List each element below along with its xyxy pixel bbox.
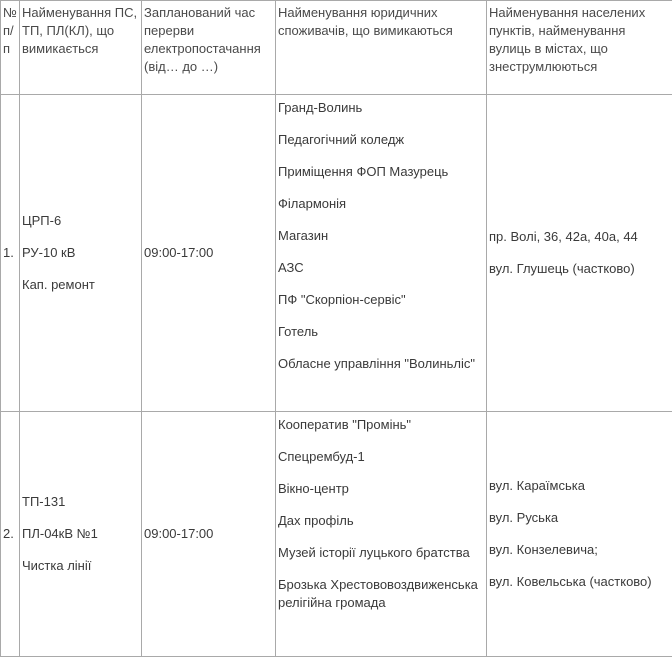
consumer-item: Приміщення ФОП Мазурець [278, 163, 484, 181]
row-consumers [276, 412, 487, 657]
table-header-row [1, 1, 672, 95]
consumer-list [278, 99, 484, 373]
address-line: вул. Караїмська [489, 477, 670, 495]
consumer-item: Гранд-Волинь [278, 99, 484, 117]
header-num: № п/п [1, 1, 20, 95]
address-line: вул. Ковельська (частково) [489, 573, 670, 591]
consumer-item: ПФ "Скорпіон-сервіс" [278, 291, 484, 309]
object-line: Кап. ремонт [22, 276, 139, 294]
object-line: ПЛ-04кВ №1 [22, 525, 139, 543]
object-line: ЦРП-6 [22, 212, 139, 230]
consumer-item: Музей історії луцького братства [278, 544, 484, 562]
row-object [20, 412, 142, 657]
address-line: пр. Волі, 36, 42а, 40а, 44 [489, 228, 670, 246]
object-line: ТП-131 [22, 493, 139, 511]
consumer-item: Готель [278, 323, 484, 341]
consumer-item: Кооператив "Промінь" [278, 416, 484, 434]
consumer-item: Дах профіль [278, 512, 484, 530]
consumer-item: Обласне управління "Волиньліс" [278, 355, 484, 373]
consumer-item: Спецрембуд-1 [278, 448, 484, 466]
consumer-item: Брозька Хрестововоздвиженська релігійна громада [278, 576, 484, 612]
consumer-item: Магазин [278, 227, 484, 245]
object-line: Чистка лінії [22, 557, 139, 575]
address-line: вул. Конзелевича; [489, 541, 670, 559]
row-consumers [276, 95, 487, 412]
header-consumers: Найменування юридичних споживачів, що вимикаються [276, 1, 487, 95]
address-line: вул. Глушець (частково) [489, 260, 670, 278]
consumer-item: Філармонія [278, 195, 484, 213]
consumer-list [278, 416, 484, 612]
row-num: 1. [1, 95, 20, 412]
header-time: Запланований час перерви електропостачання (від… до …) [142, 1, 276, 95]
row-object [20, 95, 142, 412]
row-addresses [487, 412, 672, 657]
header-addresses: Найменування населених пунктів, найменування вулиць в містах, що знеструмлюються [487, 1, 672, 95]
address-line: вул. Руська [489, 509, 670, 527]
consumer-item: Вікно-центр [278, 480, 484, 498]
row-num: 2. [1, 412, 20, 657]
object-line: РУ-10 кВ [22, 244, 139, 262]
table-row [1, 95, 672, 412]
row-time: 09:00-17:00 [142, 412, 276, 657]
row-time: 09:00-17:00 [142, 95, 276, 412]
consumer-item: Педагогічний коледж [278, 131, 484, 149]
row-addresses [487, 95, 672, 412]
header-object: Найменування ПС, ТП, ПЛ(КЛ), що вимикається [20, 1, 142, 95]
table-row [1, 412, 672, 657]
consumer-item: АЗС [278, 259, 484, 277]
